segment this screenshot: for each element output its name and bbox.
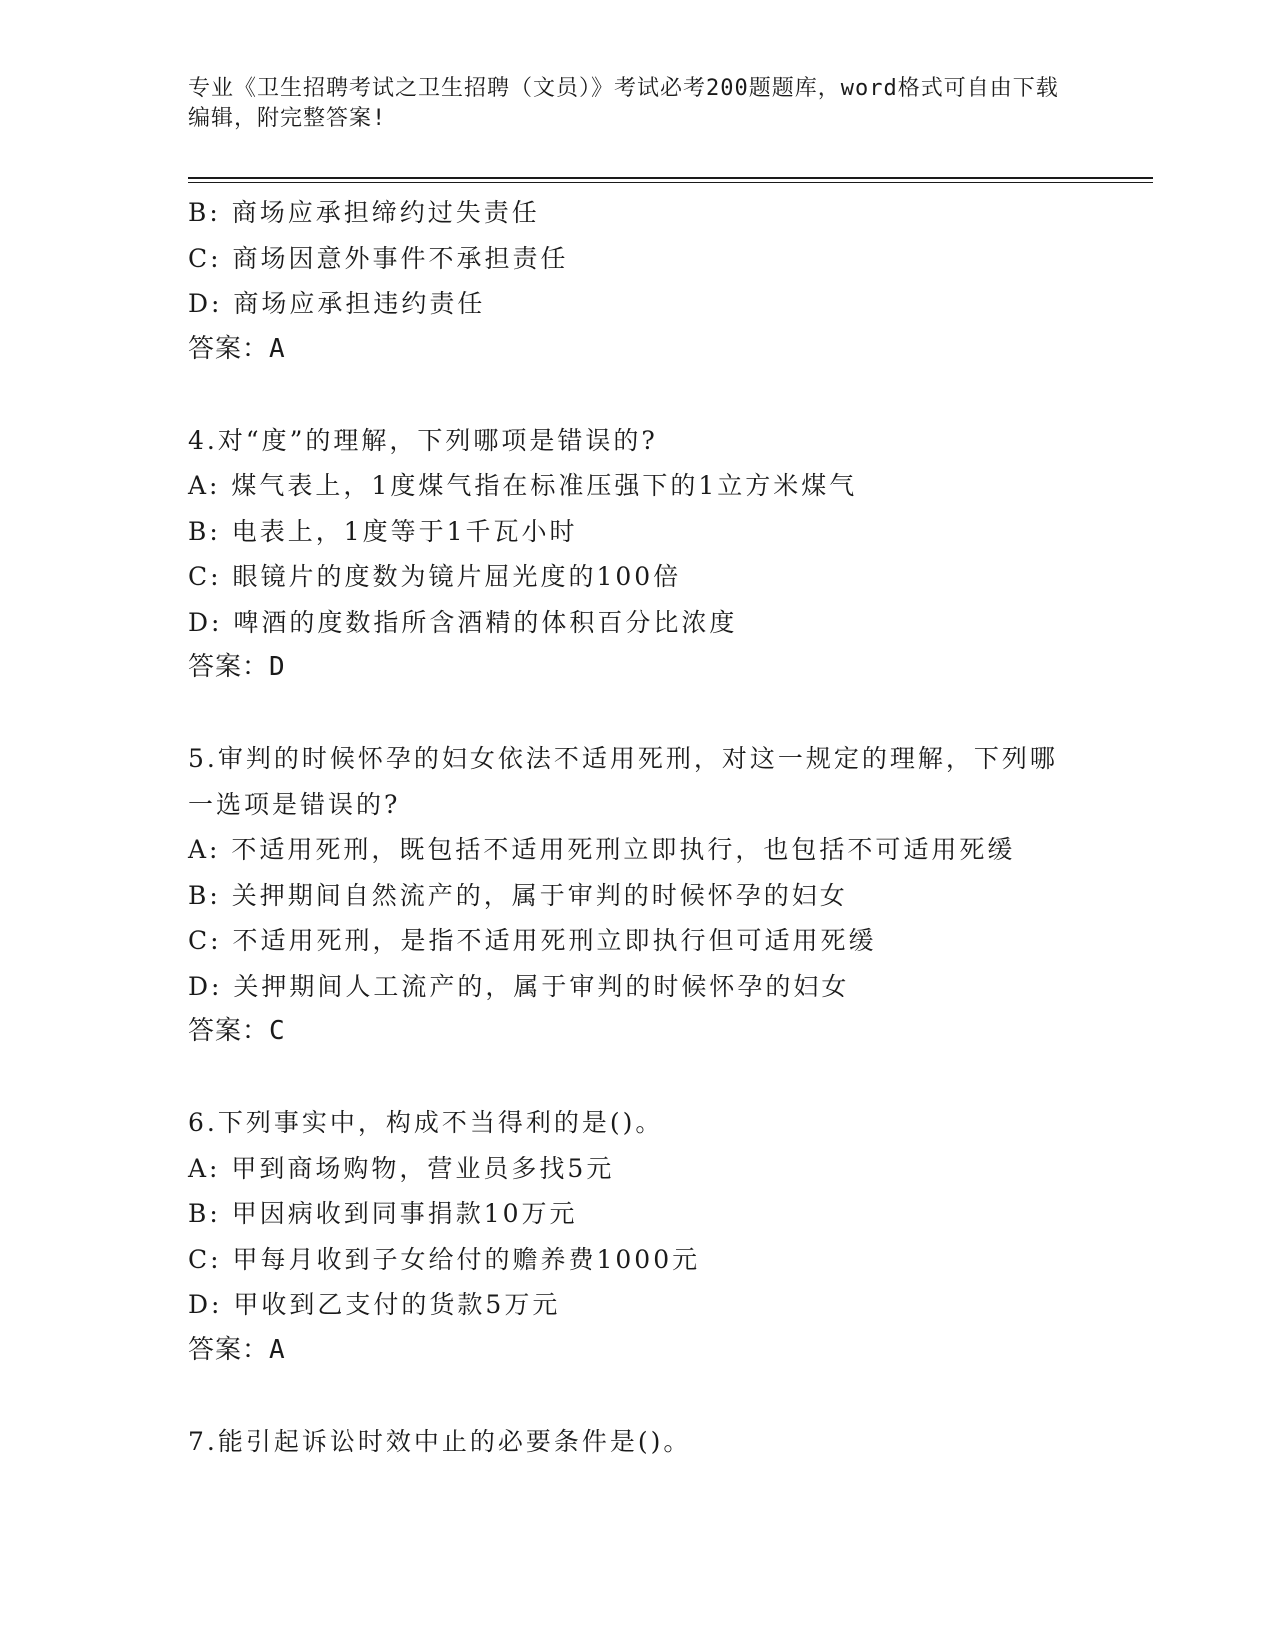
document-header: 专业《卫生招聘考试之卫生招聘（文员）》考试必考200题题库，word格式可自由下载编辑，附完整答案!: [188, 76, 1059, 131]
answer-line: 答案：D: [188, 652, 286, 682]
option-a: A: 煤气表上，1度煤气指在标准压强下的1立方米煤气: [188, 471, 858, 500]
question-text: 6.下列事实中，构成不当得利的是()。: [188, 1108, 664, 1137]
document-body: [188, 190, 1148, 1464]
question-continued: [188, 190, 1148, 372]
option-b: B: 关押期间自然流产的，属于审判的时候怀孕的妇女: [188, 880, 848, 910]
answer-line: 答案：A: [188, 333, 286, 364]
option-a: A: 甲到商场购物，营业员多找5元: [188, 1153, 615, 1183]
option-c: C: 甲每月收到子女给付的赡养费1000元: [188, 1244, 701, 1274]
option-b: B: 商场应承担缔约过失责任: [188, 198, 540, 227]
option-c: C: 眼镜片的度数为镜片屈光度的100倍: [188, 562, 682, 591]
option-c: C: 商场因意外事件不承担责任: [188, 243, 569, 273]
header-divider: [188, 177, 1153, 179]
option-a: A: 不适用死刑，既包括不适用死刑立即执行，也包括不可适用死缓: [188, 835, 1016, 864]
option-b: B: 电表上，1度等于1千瓦小时: [188, 516, 578, 546]
option-d: D: 啤酒的度数指所含酒精的体积百分比浓度: [188, 607, 738, 637]
question-7: [188, 1419, 1148, 1465]
question-6: [188, 1100, 1148, 1373]
option-d: D: 关押期间人工流产的，属于审判的时候怀孕的妇女: [188, 971, 850, 1001]
question-text: 5.审判的时候怀孕的妇女依法不适用死刑，对这一规定的理解，下列哪一选项是错误的?: [188, 744, 1058, 819]
answer-line: 答案：A: [188, 1334, 286, 1365]
question-text: 7.能引起诉讼时效中止的必要条件是()。: [188, 1426, 692, 1456]
option-d: D: 商场应承担违约责任: [188, 289, 486, 318]
question-4: [188, 418, 1148, 691]
option-b: B: 甲因病收到同事捐款10万元: [188, 1199, 578, 1228]
option-d: D: 甲收到乙支付的货款5万元: [188, 1290, 561, 1319]
option-c: C: 不适用死刑，是指不适用死刑立即执行但可适用死缓: [188, 926, 877, 955]
header-divider-thin: [188, 182, 1153, 183]
question-text: 4.对“度”的理解，下列哪项是错误的?: [188, 425, 658, 455]
answer-line: 答案：C: [188, 1016, 286, 1046]
question-5: [188, 736, 1148, 1055]
